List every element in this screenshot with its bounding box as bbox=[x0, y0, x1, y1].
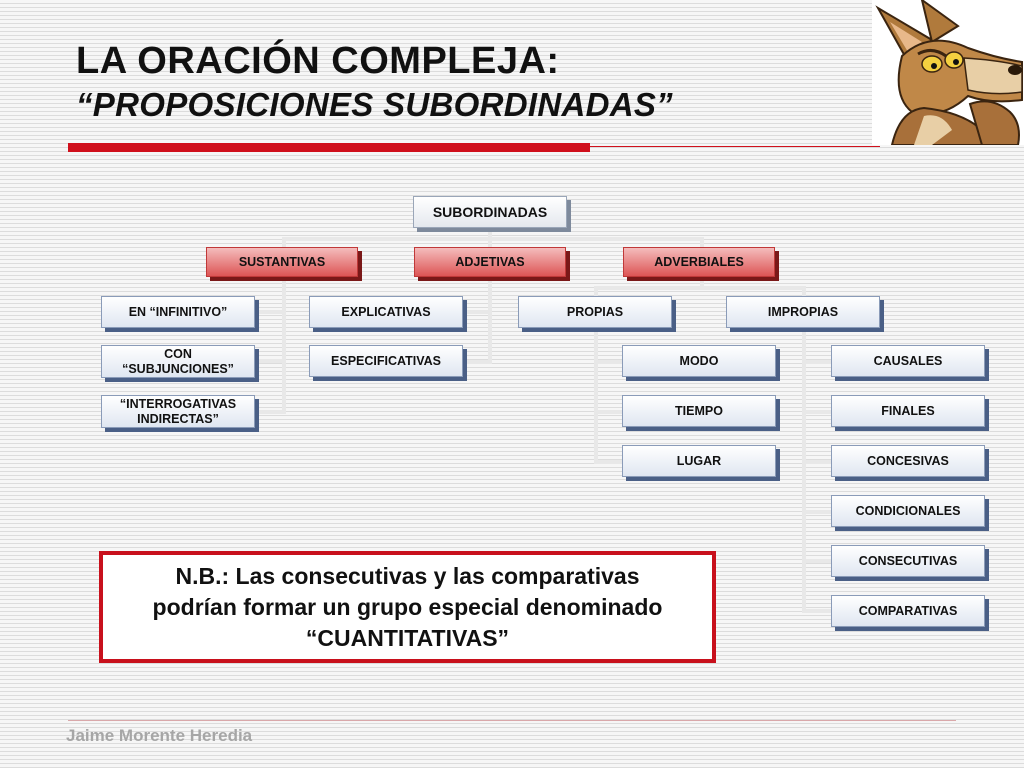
node-subordinadas: SUBORDINADAS bbox=[413, 196, 567, 228]
note-line-1: N.B.: Las consecutivas y las comparativas bbox=[175, 562, 640, 589]
node-lugar: LUGAR bbox=[622, 445, 776, 477]
node-tiempo: TIEMPO bbox=[622, 395, 776, 427]
note-box bbox=[99, 551, 716, 663]
node-condicionales: CONDICIONALES bbox=[831, 495, 985, 527]
node-en-infinitivo: EN “INFINITIVO” bbox=[101, 296, 255, 328]
node-causales: CAUSALES bbox=[831, 345, 985, 377]
node-explicativas: EXPLICATIVAS bbox=[309, 296, 463, 328]
title-line-1: LA ORACIÓN COMPLEJA: bbox=[76, 40, 560, 82]
note-line-3: “CUANTITATIVAS” bbox=[305, 624, 510, 651]
node-concesivas: CONCESIVAS bbox=[831, 445, 985, 477]
node-modo: MODO bbox=[622, 345, 776, 377]
note-line-2: podrían formar un grupo especial denominado bbox=[152, 593, 663, 620]
author-name: Jaime Morente Heredia bbox=[66, 726, 253, 745]
node-adjetivas: ADJETIVAS bbox=[414, 247, 566, 277]
node-impropias: IMPROPIAS bbox=[726, 296, 880, 328]
note-text bbox=[153, 561, 663, 654]
node-interrogativas-indirectas: “INTERROGATIVAS INDIRECTAS” bbox=[101, 395, 255, 428]
node-adverbiales: ADVERBIALES bbox=[623, 247, 775, 277]
node-consecutivas: CONSECUTIVAS bbox=[831, 545, 985, 577]
node-con-subjunciones: CON “SUBJUNCIONES” bbox=[101, 345, 255, 378]
title-line-2: “PROPOSICIONES SUBORDINADAS” bbox=[76, 86, 673, 123]
node-comparativas: COMPARATIVAS bbox=[831, 595, 985, 627]
node-propias: PROPIAS bbox=[518, 296, 672, 328]
node-especificativas: ESPECIFICATIVAS bbox=[309, 345, 463, 377]
node-sustantivas: SUSTANTIVAS bbox=[206, 247, 358, 277]
node-finales: FINALES bbox=[831, 395, 985, 427]
footer-divider bbox=[68, 720, 956, 721]
